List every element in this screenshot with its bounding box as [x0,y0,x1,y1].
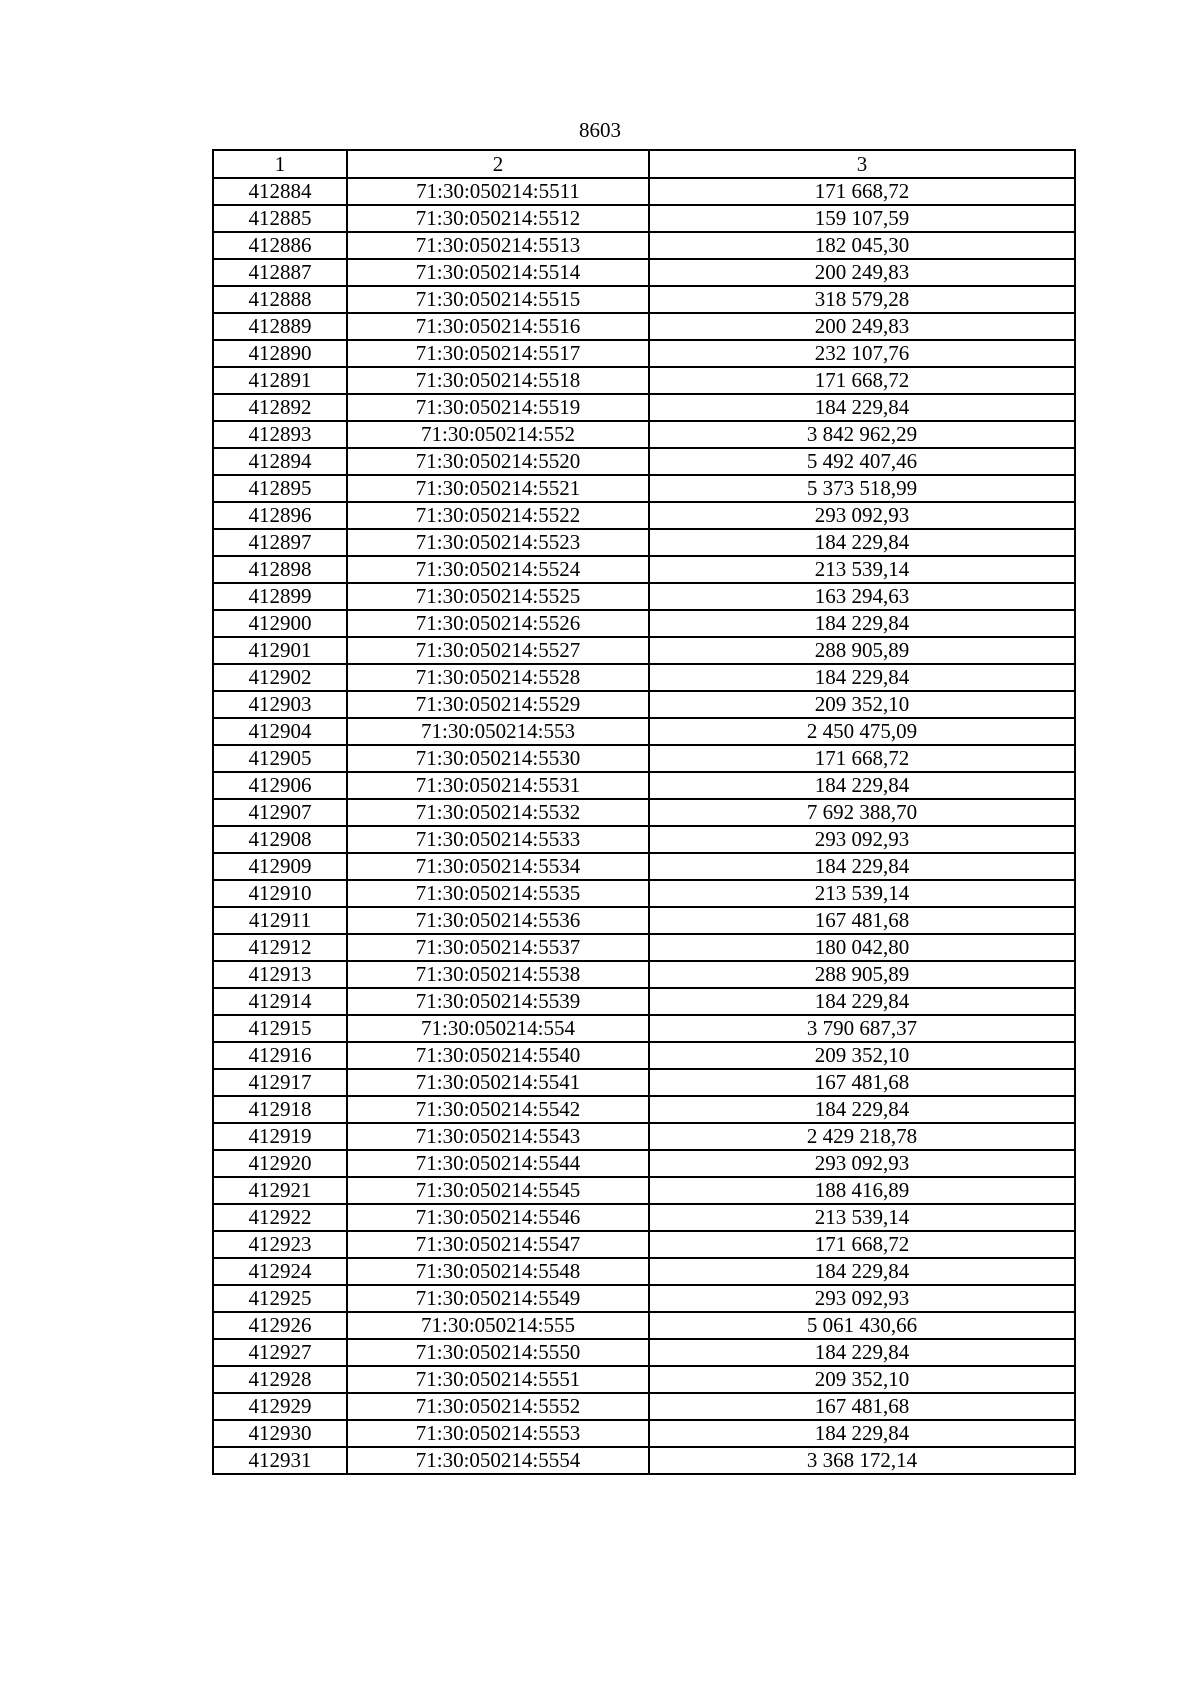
table-row [213,799,1075,826]
row-number-cell: 412904 [213,718,347,745]
row-number-cell: 412915 [213,1015,347,1042]
table-row [213,178,1075,205]
table-row [213,934,1075,961]
cadastral-number-cell: 71:30:050214:5540 [347,1042,649,1069]
table-row [213,340,1075,367]
table-row [213,556,1075,583]
row-number-cell: 412903 [213,691,347,718]
cadastral-number-cell: 71:30:050214:5543 [347,1123,649,1150]
cadastral-number-cell: 71:30:050214:5525 [347,583,649,610]
row-number-cell: 412901 [213,637,347,664]
row-number-cell: 412888 [213,286,347,313]
table-row [213,772,1075,799]
table-row [213,691,1075,718]
cadastral-number-cell: 71:30:050214:5520 [347,448,649,475]
row-number-cell: 412911 [213,907,347,934]
row-number-cell: 412922 [213,1204,347,1231]
cadastral-number-cell: 71:30:050214:5513 [347,232,649,259]
table-row [213,826,1075,853]
cadastral-number-cell: 71:30:050214:552 [347,421,649,448]
table-row [213,205,1075,232]
cadastral-value-cell: 2 450 475,09 [649,718,1075,745]
cadastral-value-cell: 171 668,72 [649,178,1075,205]
table-row [213,421,1075,448]
cadastral-number-cell: 71:30:050214:5519 [347,394,649,421]
row-number-cell: 412914 [213,988,347,1015]
table-row [213,583,1075,610]
cadastral-value-cell: 184 229,84 [649,529,1075,556]
cadastral-value-cell: 163 294,63 [649,583,1075,610]
cadastral-number-cell: 71:30:050214:5548 [347,1258,649,1285]
cadastral-value-cell: 200 249,83 [649,313,1075,340]
cadastral-number-cell: 71:30:050214:5549 [347,1285,649,1312]
table-row [213,1096,1075,1123]
column-header-1: 1 [213,150,347,178]
cadastral-value-cell: 184 229,84 [649,664,1075,691]
cadastral-number-cell: 71:30:050214:5531 [347,772,649,799]
table-row [213,1366,1075,1393]
cadastral-number-cell: 71:30:050214:5518 [347,367,649,394]
cadastral-value-cell: 288 905,89 [649,637,1075,664]
cadastral-value-cell: 184 229,84 [649,394,1075,421]
cadastral-number-cell: 71:30:050214:5546 [347,1204,649,1231]
table-row [213,637,1075,664]
cadastral-number-cell: 71:30:050214:5516 [347,313,649,340]
table-row [213,1150,1075,1177]
cadastral-value-cell: 159 107,59 [649,205,1075,232]
cadastral-value-cell: 171 668,72 [649,1231,1075,1258]
row-number-cell: 412896 [213,502,347,529]
row-number-cell: 412891 [213,367,347,394]
cadastral-number-cell: 71:30:050214:5547 [347,1231,649,1258]
row-number-cell: 412924 [213,1258,347,1285]
cadastral-number-cell: 71:30:050214:5551 [347,1366,649,1393]
cadastral-value-cell: 293 092,93 [649,1285,1075,1312]
cadastral-number-cell: 71:30:050214:5536 [347,907,649,934]
cadastral-value-cell: 184 229,84 [649,988,1075,1015]
table-row [213,448,1075,475]
table-row [213,1420,1075,1447]
row-number-cell: 412930 [213,1420,347,1447]
cadastral-value-cell: 167 481,68 [649,1069,1075,1096]
cadastral-value-cell: 180 042,80 [649,934,1075,961]
row-number-cell: 412931 [213,1447,347,1474]
cadastral-value-cell: 5 061 430,66 [649,1312,1075,1339]
cadastral-number-cell: 71:30:050214:5552 [347,1393,649,1420]
row-number-cell: 412906 [213,772,347,799]
cadastral-number-cell: 71:30:050214:5554 [347,1447,649,1474]
row-number-cell: 412909 [213,853,347,880]
cadastral-value-cell: 213 539,14 [649,880,1075,907]
row-number-cell: 412899 [213,583,347,610]
table-row [213,610,1075,637]
cadastral-number-cell: 71:30:050214:553 [347,718,649,745]
row-number-cell: 412893 [213,421,347,448]
cadastral-number-cell: 71:30:050214:5550 [347,1339,649,1366]
table-header-row [213,150,1075,178]
cadastral-number-cell: 71:30:050214:5538 [347,961,649,988]
table-row [213,1393,1075,1420]
cadastral-number-cell: 71:30:050214:5527 [347,637,649,664]
cadastral-number-cell: 71:30:050214:5529 [347,691,649,718]
table-row [213,1069,1075,1096]
cadastral-value-cell: 188 416,89 [649,1177,1075,1204]
row-number-cell: 412898 [213,556,347,583]
row-number-cell: 412920 [213,1150,347,1177]
cadastral-number-cell: 71:30:050214:554 [347,1015,649,1042]
table-row [213,988,1075,1015]
cadastral-number-cell: 71:30:050214:5515 [347,286,649,313]
table-row [213,853,1075,880]
cadastral-value-cell: 213 539,14 [649,556,1075,583]
row-number-cell: 412928 [213,1366,347,1393]
cadastral-value-cell: 2 429 218,78 [649,1123,1075,1150]
cadastral-value-cell: 200 249,83 [649,259,1075,286]
cadastral-number-cell: 71:30:050214:5535 [347,880,649,907]
cadastral-value-cell: 7 692 388,70 [649,799,1075,826]
table-row [213,745,1075,772]
table-body [213,150,1075,1474]
table-row [213,475,1075,502]
cadastral-value-cell: 213 539,14 [649,1204,1075,1231]
cadastral-value-cell: 232 107,76 [649,340,1075,367]
table-row [213,367,1075,394]
cadastral-value-cell: 184 229,84 [649,1339,1075,1366]
cadastral-number-cell: 71:30:050214:5532 [347,799,649,826]
cadastral-number-cell: 71:30:050214:5528 [347,664,649,691]
row-number-cell: 412916 [213,1042,347,1069]
table-row [213,259,1075,286]
cadastral-value-cell: 184 229,84 [649,1420,1075,1447]
cadastral-number-cell: 71:30:050214:5544 [347,1150,649,1177]
cadastral-number-cell: 71:30:050214:555 [347,1312,649,1339]
row-number-cell: 412923 [213,1231,347,1258]
row-number-cell: 412927 [213,1339,347,1366]
table-row [213,529,1075,556]
cadastral-value-cell: 209 352,10 [649,1042,1075,1069]
row-number-cell: 412919 [213,1123,347,1150]
cadastral-number-cell: 71:30:050214:5517 [347,340,649,367]
row-number-cell: 412908 [213,826,347,853]
row-number-cell: 412926 [213,1312,347,1339]
cadastral-number-cell: 71:30:050214:5522 [347,502,649,529]
row-number-cell: 412907 [213,799,347,826]
page-number: 8603 [579,118,621,142]
cadastral-number-cell: 71:30:050214:5514 [347,259,649,286]
row-number-cell: 412902 [213,664,347,691]
cadastral-number-cell: 71:30:050214:5526 [347,610,649,637]
cadastral-value-cell: 5 492 407,46 [649,448,1075,475]
table-row [213,1312,1075,1339]
cadastral-value-cell: 293 092,93 [649,1150,1075,1177]
cadastral-number-cell: 71:30:050214:5537 [347,934,649,961]
table-row [213,502,1075,529]
row-number-cell: 412921 [213,1177,347,1204]
cadastral-number-cell: 71:30:050214:5523 [347,529,649,556]
row-number-cell: 412895 [213,475,347,502]
row-number-cell: 412884 [213,178,347,205]
table-row [213,394,1075,421]
row-number-cell: 412887 [213,259,347,286]
table-row [213,1015,1075,1042]
cadastral-number-cell: 71:30:050214:5553 [347,1420,649,1447]
cadastral-value-cell: 167 481,68 [649,907,1075,934]
cadastral-number-cell: 71:30:050214:5512 [347,205,649,232]
cadastral-value-cell: 318 579,28 [649,286,1075,313]
cadastral-value-cell: 293 092,93 [649,502,1075,529]
table-row [213,1042,1075,1069]
table-row [213,313,1075,340]
row-number-cell: 412885 [213,205,347,232]
cadastral-value-cell: 3 790 687,37 [649,1015,1075,1042]
cadastral-value-cell: 171 668,72 [649,745,1075,772]
cadastral-value-cell: 167 481,68 [649,1393,1075,1420]
cadastral-number-cell: 71:30:050214:5530 [347,745,649,772]
column-header-3: 3 [649,150,1075,178]
cadastral-value-cell: 5 373 518,99 [649,475,1075,502]
cadastral-number-cell: 71:30:050214:5511 [347,178,649,205]
cadastral-value-cell: 3 842 962,29 [649,421,1075,448]
cadastral-number-cell: 71:30:050214:5542 [347,1096,649,1123]
table-row [213,1123,1075,1150]
cadastral-number-cell: 71:30:050214:5524 [347,556,649,583]
table-row [213,1339,1075,1366]
cadastral-number-cell: 71:30:050214:5521 [347,475,649,502]
cadastral-value-cell: 209 352,10 [649,1366,1075,1393]
cadastral-value-cell: 293 092,93 [649,826,1075,853]
table-row [213,907,1075,934]
cadastral-number-cell: 71:30:050214:5541 [347,1069,649,1096]
cadastral-value-cell: 184 229,84 [649,772,1075,799]
cadastral-value-cell: 184 229,84 [649,610,1075,637]
cadastral-value-cell: 288 905,89 [649,961,1075,988]
row-number-cell: 412910 [213,880,347,907]
table-row [213,1204,1075,1231]
row-number-cell: 412900 [213,610,347,637]
table-row [213,1177,1075,1204]
row-number-cell: 412925 [213,1285,347,1312]
row-number-cell: 412912 [213,934,347,961]
cadastral-value-cell: 184 229,84 [649,853,1075,880]
row-number-cell: 412917 [213,1069,347,1096]
cadastral-value-cell: 209 352,10 [649,691,1075,718]
table-row [213,1285,1075,1312]
row-number-cell: 412905 [213,745,347,772]
cadastral-value-cell: 3 368 172,14 [649,1447,1075,1474]
cadastral-value-table [212,149,1076,1475]
table-row [213,664,1075,691]
row-number-cell: 412929 [213,1393,347,1420]
row-number-cell: 412918 [213,1096,347,1123]
column-header-2: 2 [347,150,649,178]
table-row [213,232,1075,259]
cadastral-value-cell: 184 229,84 [649,1096,1075,1123]
table-row [213,880,1075,907]
cadastral-number-cell: 71:30:050214:5545 [347,1177,649,1204]
row-number-cell: 412886 [213,232,347,259]
row-number-cell: 412894 [213,448,347,475]
table-row [213,961,1075,988]
table-row [213,1258,1075,1285]
row-number-cell: 412892 [213,394,347,421]
table-row [213,1447,1075,1474]
cadastral-number-cell: 71:30:050214:5534 [347,853,649,880]
cadastral-value-cell: 184 229,84 [649,1258,1075,1285]
table-row [213,718,1075,745]
cadastral-value-cell: 171 668,72 [649,367,1075,394]
row-number-cell: 412889 [213,313,347,340]
cadastral-number-cell: 71:30:050214:5533 [347,826,649,853]
row-number-cell: 412897 [213,529,347,556]
cadastral-number-cell: 71:30:050214:5539 [347,988,649,1015]
row-number-cell: 412913 [213,961,347,988]
table-row [213,286,1075,313]
row-number-cell: 412890 [213,340,347,367]
table-row [213,1231,1075,1258]
cadastral-value-cell: 182 045,30 [649,232,1075,259]
